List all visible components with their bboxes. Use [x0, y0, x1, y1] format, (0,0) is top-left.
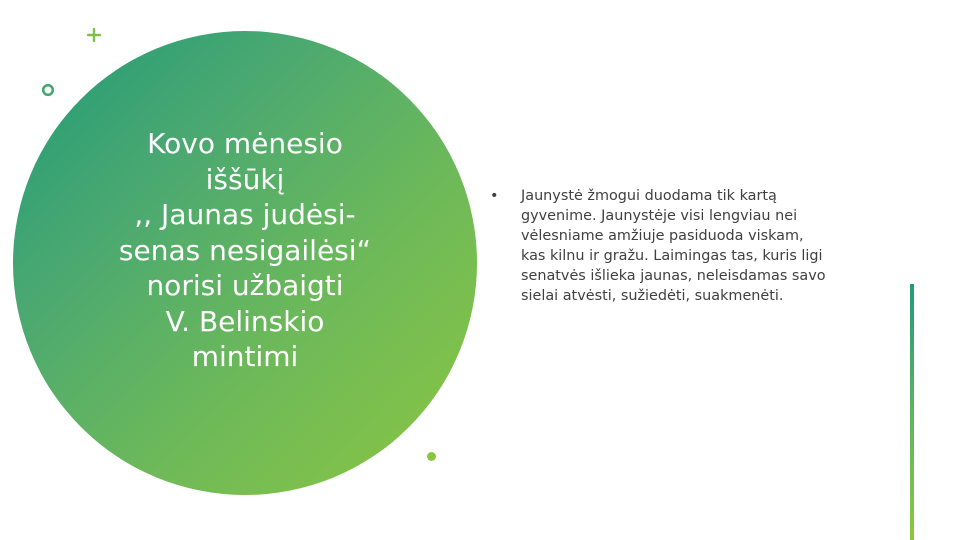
body-line: kas kilnu ir gražu. Laimingas tas, kuris ligi — [521, 248, 823, 264]
slide-title — [70, 126, 420, 375]
bullet-paragraph — [490, 186, 870, 306]
dot-icon — [426, 451, 437, 462]
title-line: Kovo mėnesio — [147, 127, 343, 160]
title-line: norisi užbaigti — [146, 269, 344, 302]
title-line: iššūkį — [205, 162, 285, 196]
body-line: gyvenime. Jaunystėje visi lengviau nei — [521, 208, 798, 224]
body-line: sielai atvėsti, sužiedėti, suakmenėti. — [521, 288, 784, 304]
body-line: vėlesniame amžiuje pasiduoda viskam, — [521, 228, 804, 244]
bullet-line-first — [490, 186, 870, 206]
body-line: senatvės išlieka jaunas, neleisdamas savo — [521, 268, 826, 284]
ring-icon — [41, 83, 55, 97]
plus-icon — [86, 27, 102, 43]
body-line: Jaunystė žmogui duodama tik kartą — [521, 188, 777, 204]
title-line: mintimi — [191, 340, 299, 373]
title-line: ,, Jaunas judėsi- — [134, 198, 356, 231]
bullet-icon: • — [490, 188, 499, 204]
title-line: senas nesigailėsi“ — [118, 233, 372, 267]
title-line: V. Belinskio — [165, 304, 325, 338]
accent-bar — [910, 284, 914, 540]
